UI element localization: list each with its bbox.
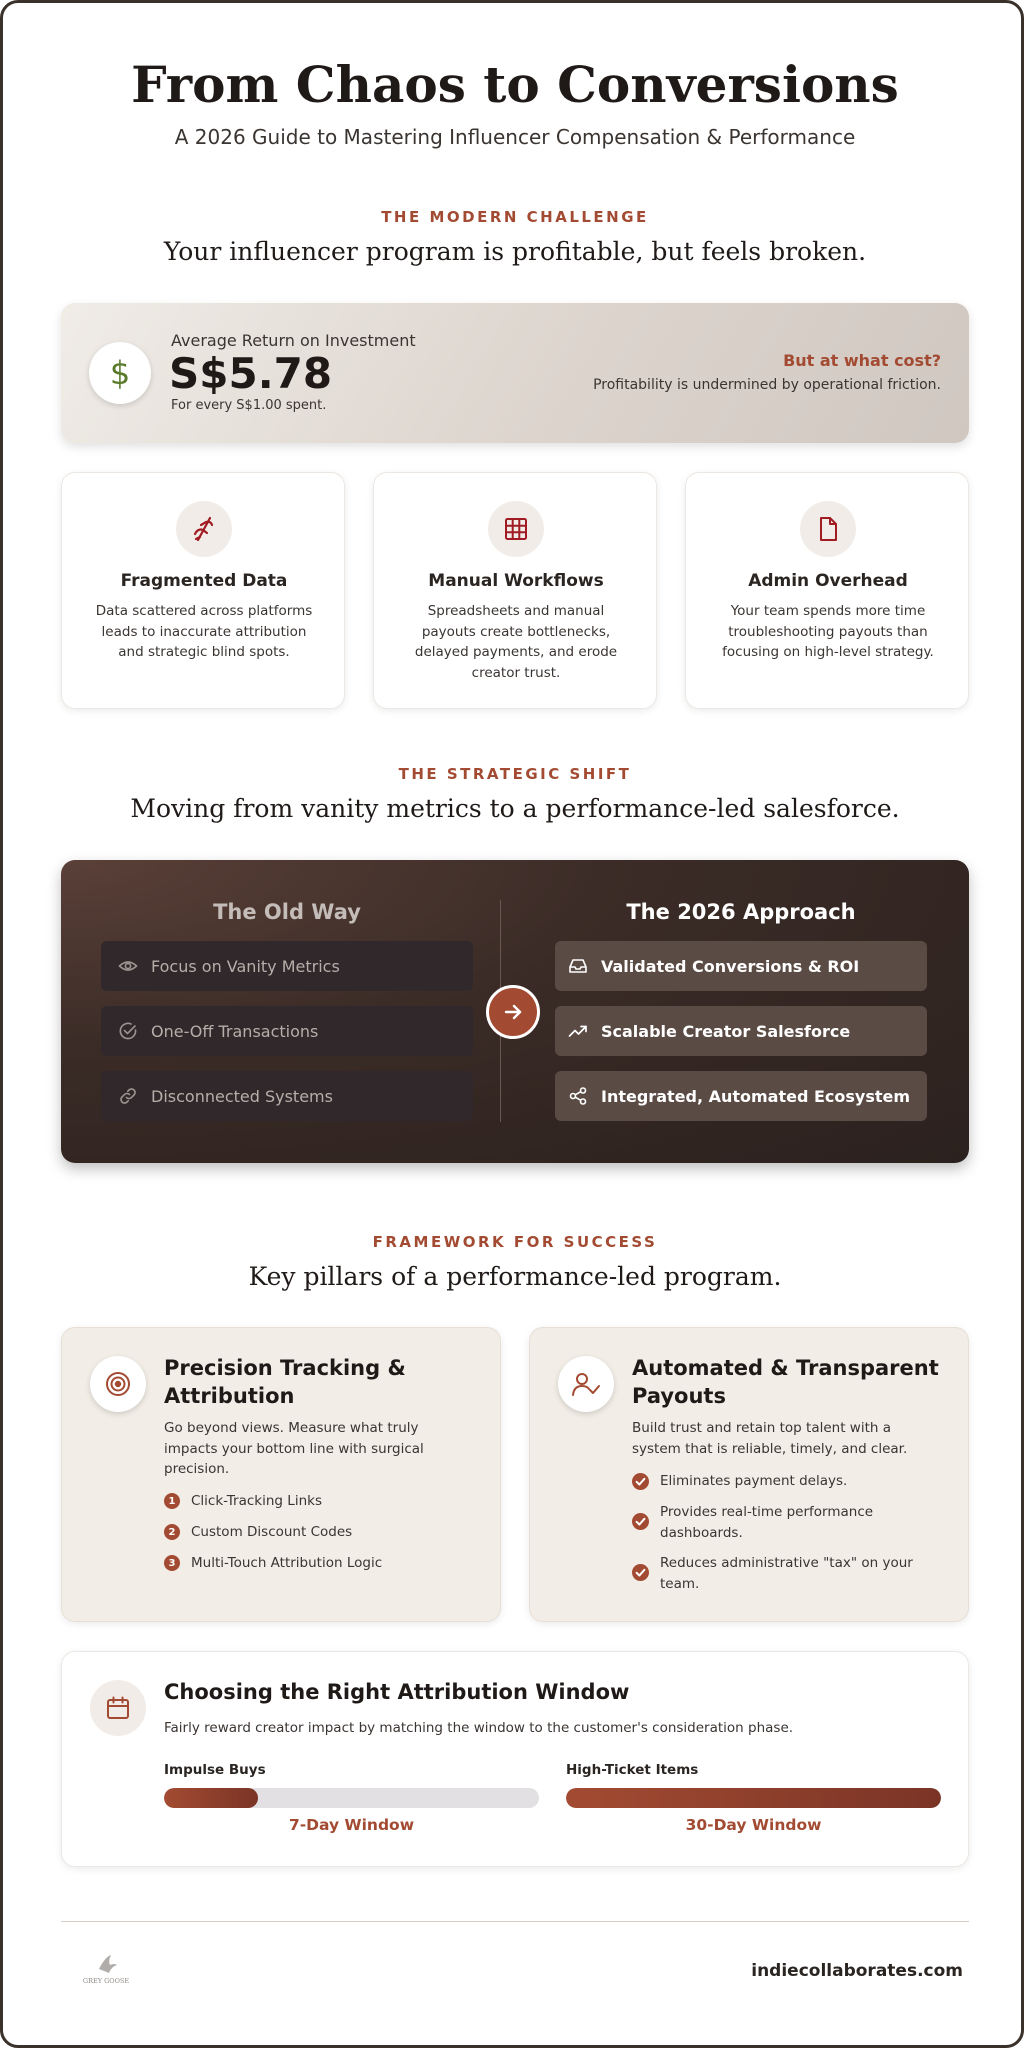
attribution-window-card <box>61 1651 969 1867</box>
pillar-list-item <box>632 1553 942 1594</box>
page-subtitle: A 2026 Guide to Mastering Influencer Compensation & Performance <box>174 125 856 149</box>
problem-title: Manual Workflows <box>428 571 604 591</box>
shift-heading: Moving from vanity metrics to a performance-led salesforce. <box>130 794 900 823</box>
brand-logo <box>81 1951 131 1991</box>
framework-heading: Key pillars of a performance-led program. <box>248 1262 782 1291</box>
attribution-title: Choosing the Right Attribution Window <box>164 1680 630 1704</box>
problem-card-fragmented-data <box>61 472 345 709</box>
old-way-item <box>101 941 473 991</box>
check-badge-icon <box>632 1473 649 1494</box>
window-label: Impulse Buys <box>164 1762 266 1778</box>
old-way-title: The Old Way <box>213 900 361 924</box>
pillar-card-payouts <box>529 1327 969 1622</box>
new-way-label: Scalable Creator Salesforce <box>601 1021 851 1041</box>
pillar-list-text: Eliminates payment delays. <box>660 1473 848 1489</box>
check-circle-icon <box>117 1020 139 1042</box>
footer-divider <box>61 1921 969 1922</box>
roi-card <box>61 303 969 443</box>
brand-logo-text: GREY GOOSE <box>82 1977 130 1985</box>
number-badge: 1 <box>164 1493 180 1509</box>
roi-label: Average Return on Investment <box>171 331 416 350</box>
shift-kicker: THE STRATEGIC SHIFT <box>398 765 632 783</box>
new-way-item <box>555 941 927 991</box>
pillar-list-item <box>164 1491 322 1512</box>
trending-up-icon <box>567 1020 589 1042</box>
spreadsheet-grid-icon <box>488 501 544 557</box>
pillar-list-text: Reduces administrative "tax" on your team. <box>660 1555 913 1592</box>
pillar-list-text: Provides real-time performance dashboards. <box>660 1504 874 1541</box>
inbox-icon <box>567 955 589 977</box>
new-way-item <box>555 1071 927 1121</box>
problem-card-admin-overhead <box>685 472 969 709</box>
problem-title: Fragmented Data <box>120 571 288 591</box>
new-way-label: Validated Conversions & ROI <box>601 956 860 976</box>
roi-note: For every S$1.00 spent. <box>171 398 327 413</box>
document-icon <box>800 501 856 557</box>
broken-link-icon <box>176 501 232 557</box>
pillar-list-item <box>164 1522 352 1543</box>
pillar-card-tracking <box>61 1327 501 1622</box>
problem-title: Admin Overhead <box>748 571 908 591</box>
number-badge: 2 <box>164 1524 180 1540</box>
new-way-title: The 2026 Approach <box>626 900 856 924</box>
pillar-title: Precision Tracking & Attribution <box>164 1356 406 1408</box>
pillar-list-text: Custom Discount Codes <box>191 1524 353 1540</box>
target-icon <box>90 1356 146 1412</box>
comparison-panel <box>61 860 969 1163</box>
problem-card-manual-workflows <box>373 472 657 709</box>
pillar-desc: Build trust and retain top talent with a system that is reliable, timely, and clear. <box>632 1420 908 1457</box>
footer-url-link[interactable]: indiecollaborates.com <box>751 1961 963 1981</box>
window-caption: 7-Day Window <box>288 1816 415 1834</box>
pillar-list-item <box>632 1502 942 1543</box>
link-icon <box>117 1085 139 1107</box>
pillar-title: Automated & Transparent Payouts <box>632 1356 939 1408</box>
old-way-item <box>101 1006 473 1056</box>
svg-text:$: $ <box>109 356 131 390</box>
problem-desc: Data scattered across platforms leads to inaccurate attribution and strategic blind spots. <box>95 603 313 660</box>
user-check-icon <box>558 1356 614 1412</box>
window-bar-fill <box>164 1788 258 1808</box>
roi-value: S$5.78 <box>169 349 333 398</box>
new-way-label: Integrated, Automated Ecosystem <box>601 1086 911 1106</box>
problem-desc: Your team spends more time troubleshooting payouts than focusing on high-level strategy. <box>722 603 934 660</box>
pillar-list-text: Multi-Touch Attribution Logic <box>191 1555 383 1571</box>
window-caption: 30-Day Window <box>685 1816 822 1834</box>
pillar-desc: Go beyond views. Measure what truly impacts your bottom line with surgical precision. <box>164 1420 424 1477</box>
number-badge: 3 <box>164 1555 180 1571</box>
share-nodes-icon <box>567 1085 589 1107</box>
pillar-list-item <box>632 1471 942 1494</box>
old-way-item <box>101 1071 473 1121</box>
problem-desc: Spreadsheets and manual payouts create bottlenecks, delayed payments, and erode creator trust. <box>414 603 618 681</box>
old-way-label: One-Off Transactions <box>151 1021 319 1041</box>
window-bar <box>164 1788 539 1808</box>
new-way-item <box>555 1006 927 1056</box>
calendar-icon <box>90 1680 146 1736</box>
roi-cost-title: But at what cost? <box>783 351 941 370</box>
challenge-heading: Your influencer program is profitable, but feels broken. <box>163 237 867 266</box>
arrow-right-icon <box>486 985 540 1039</box>
window-label: High-Ticket Items <box>566 1762 699 1778</box>
framework-kicker: FRAMEWORK FOR SUCCESS <box>372 1233 658 1251</box>
pillar-list-item <box>164 1553 382 1574</box>
window-bar <box>566 1788 941 1808</box>
check-badge-icon <box>632 1564 649 1585</box>
old-way-label: Disconnected Systems <box>151 1086 333 1106</box>
old-way-label: Focus on Vanity Metrics <box>151 956 340 976</box>
challenge-kicker: THE MODERN CHALLENGE <box>381 208 649 226</box>
pillar-list-text: Click-Tracking Links <box>191 1493 322 1509</box>
dollar-icon <box>89 342 151 404</box>
check-badge-icon <box>632 1513 649 1534</box>
window-bar-fill <box>566 1788 941 1808</box>
roi-cost-text: Profitability is undermined by operational friction. <box>593 377 941 393</box>
attribution-desc: Fairly reward creator impact by matching the window to the customer's consideration phase. <box>164 1720 794 1736</box>
eye-icon <box>117 955 139 977</box>
page-title: From Chaos to Conversions <box>131 55 899 114</box>
